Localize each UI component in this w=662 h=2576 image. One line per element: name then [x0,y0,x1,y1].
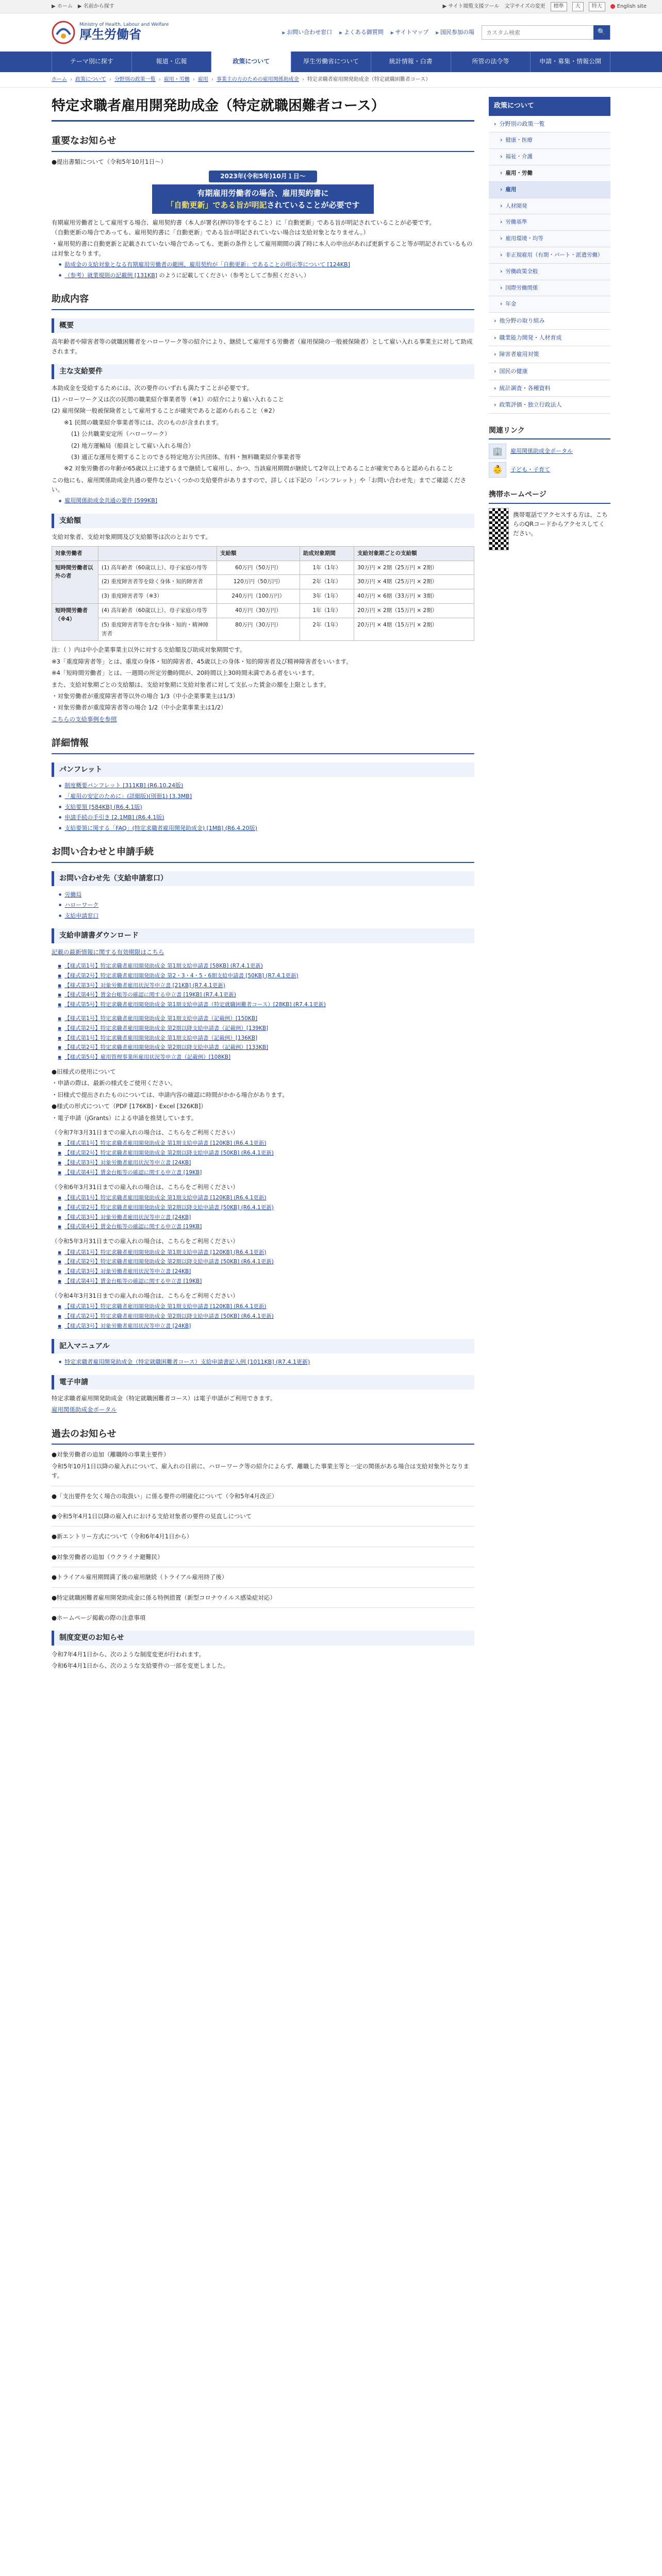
table-cell: (3) 重度障害者等（※3） [98,589,217,604]
utility-bar [0,0,662,13]
site-logo[interactable] [52,21,169,44]
kids-icon: 👶 [489,462,506,478]
download-link[interactable]: ▪ 【様式第3号】対象労働者雇用状況等申立書 [24KB] [58,1267,474,1276]
download-note: ●様式の形式について（PDF [176KB]・Excel [326KB]） [52,1103,207,1110]
contact-heading: お問い合わせと申請手続 [52,842,474,863]
requirement-item: (2) 雇用保険一般被保険者として雇用することが確実であると認められること（※2） [52,407,278,415]
download-link[interactable]: ▪ 【様式第3号】対象労働者雇用状況等申立書 [24KB] [58,1159,474,1167]
table-cell: 40万円 × 6期（33万円 × 3期） [354,589,474,604]
qr-code-icon [489,508,509,550]
esign-heading: 電子申請 [52,1375,474,1389]
breadcrumb-item[interactable]: 雇用 [197,76,208,82]
download-past-group [52,1291,474,1331]
download-link[interactable]: ▪ 【様式第3号】対象労働者雇用状況等申立書 [24KB] [58,1322,474,1331]
sidebar-item[interactable]: › 人材開発 [489,198,610,215]
notice-link-example[interactable]: （参考）就業規則の記載例 [131KB] [64,272,158,279]
requirements-note: この他にも、雇用関係助成金共通の要件などいくつかの支給要件がありますので、詳しくは下記の「パンフレット」や「お問い合わせ先」までご確認ください。 [52,476,467,494]
notice-note: のように記載してください（参考としてご参照ください。） [159,272,310,279]
notice-lead: ●提出書類について（令和5年10月1日〜） [52,158,167,165]
table-cell: 短時間労働者（※4） [52,604,98,641]
past-item: ●令和5年4月1日以降の雇入れにおける支給対象者の要件の見直しについて [52,1513,252,1520]
breadcrumb-item[interactable]: 分野別の政策一覧 [114,76,156,82]
amount-intro: 支給対象者、支給対象期間及び支給額等は次のとおりです。 [52,533,211,541]
requirement-sub-item: ※1 民間の職業紹介事業者等には、次のものが含まれます。 [64,418,223,426]
table-cell: 80万円（30万円） [217,618,300,641]
breadcrumb-item[interactable]: ホーム [52,76,67,82]
font-size-normal-button[interactable]: 標準 [551,2,567,11]
download-link[interactable]: ▪ 【様式第2号】特定求職者雇用開発助成金 第2期以降支給申請書 [50KB] (R6.4.1更新) [58,1149,474,1158]
gnav-theme[interactable]: テーマ別に探す [52,52,131,72]
download-past-group [52,1236,474,1286]
sidebar-nav [489,116,610,414]
sidebar-item[interactable]: › 国際労働関係 [489,280,610,297]
sidebar-item[interactable]: › 職業能力開発・人材育成 [489,330,610,347]
past-item: ●対象労働者の追加（離職時の事業主要件） [52,1451,170,1459]
manual-heading: 記入マニュアル [52,1339,474,1353]
download-notes [52,1067,474,1123]
sidebar [489,97,610,1673]
sidebar-item[interactable]: › 国民の健康 [489,363,610,380]
download-link[interactable]: ▪ 【様式第3号】対象労働者雇用状況等申立書 [24KB] [58,1213,474,1222]
past-item: 令和5年10月1日以降の雇入れについて、雇入れの日前に、ハローワーク等の紹介によらず、離職した事業主等と一定の関係がある場合は支給対象外となります。 [52,1462,469,1480]
table-cell: 1年（1年） [300,604,354,618]
sidebar-item[interactable]: › 雇用・労働 [489,165,610,182]
requirement-sub-item: (3) 適正な運用を期することのできる特定地方公共団体、有料・無料職業紹介事業者等 [71,453,301,461]
download-link[interactable]: ▪ 【様式第3号】対象労働者雇用状況等申立書 [21KB] (R7.4.1更新) [58,981,474,990]
pamphlet-heading: パンフレット [52,762,474,777]
page-title: 特定求職者雇用開発助成金（特定就職困難者コース） [52,97,474,122]
table-header: 助成対象期間 [300,546,354,561]
mhlw-logo-icon [52,21,75,44]
table-note: ・対象労働者が重度障害者等の場合 1/2（中小企業事業主は1/2） [52,704,227,711]
table-header: 支給額 [217,546,300,561]
download-note: ・旧様式で提出されたものについては、申請内容の確認に時間がかかる場合があります。 [52,1091,288,1098]
requirements-intro: 本助成金を受給するためには、次の要件のいずれも満たすことが必要です。 [52,384,253,392]
download-intro-link[interactable]: 記載の最新情報に関する有効期限はこちら [52,948,164,956]
gnav-policy[interactable]: 政策について [211,52,291,72]
table-cell: (5) 重度障害者等を含む身体・知的・精神障害者 [98,618,217,641]
sidebar-item[interactable]: › 分野別の政策一覧 [489,116,610,133]
overview-text: 高年齢者や障害者等の就職困難者をハローワーク等の紹介により、継続して雇用する労働者（雇用保険の一般被保険者）として雇い入れる事業主に対して助成されます。 [52,338,473,355]
related-link-kids[interactable] [489,462,610,478]
past-item: ●「支出要件を欠く場合の取扱い」に係る要件の明確化について（令和5年4月改正） [52,1492,278,1500]
download-group-examples [52,1014,474,1062]
mobile-heading: 携帯ホームページ [489,487,610,503]
download-link[interactable]: ▪ 【様式第5号】雇用管理事業所雇用状況等申立書（記載例）[108KB] [58,1053,474,1062]
download-link[interactable]: ▪ 【様式第2号】特定求職者雇用開発助成金 第2期以降支給申請書 [50KB] (R6.4.1更新) [58,1204,474,1212]
requirement-item: (1) ハローワーク又は次の民間の職業紹介事業者等（※1）の紹介により雇い入れること [52,395,284,403]
global-nav [0,52,662,72]
search-button[interactable]: 🔍 [593,25,610,40]
breadcrumb-item[interactable]: 雇用・労働 [163,76,190,82]
download-link[interactable]: ▪ 【様式第4号】賃金台帳等の確認に関する申立書 [19KB] [58,1168,474,1177]
past-notices [52,1450,474,1622]
download-link[interactable]: ▪ 【様式第1号】特定求職者雇用開発助成金 第1期支給申請書 [120KB] (R6.4.1更新) [58,1139,474,1148]
history-heading: 制度変更のお知らせ [52,1631,474,1645]
table-header: 支給対象期ごとの支給額 [354,546,474,561]
table-header [98,546,217,561]
requirements-heading: 主な支給要件 [52,364,474,379]
download-link[interactable]: ▪ 【様式第4号】賃金台帳等の確認に関する申立書 [19KB] [58,1223,474,1231]
download-past-heading: （令和4年3月31日までの雇入れの場合は、こちらをご利用ください） [52,1292,239,1299]
important-heading: 重要なお知らせ [52,131,474,152]
table-row [52,589,474,604]
sidebar-item[interactable]: › 労働政策全般 [489,264,610,280]
table-note: ※3「重度障害者等」とは、重度の身体・知的障害者、45歳以上の身体・知的障害者及び精神障害者をいいます。 [52,657,352,665]
font-size-large-button[interactable]: 大 [572,2,584,11]
notice-banner [52,171,474,214]
download-link[interactable]: ▪ 【様式第2号】特定求職者雇用開発助成金 第2期以降支給申請書（記載例）[133KB] [58,1043,474,1052]
table-cell: 60万円（50万円） [217,561,300,575]
notice-date: 2023年(令和5年)10月１日〜 [209,171,317,182]
download-past-heading: （令和6年3月31日までの雇入れの場合は、こちらをご利用ください） [52,1183,239,1191]
common-requirements-link[interactable]: 雇用関係助成金共通の要件 [599KB] [64,497,158,504]
globe-icon [610,4,615,9]
table-note: 注：（ ）内は中小企業事業主以外に対する支給額及び助成対象期間です。 [52,646,246,654]
download-link[interactable]: ▪ 【様式第1号】特定求職者雇用開発助成金 第1期支給申請書（記載例）[136KB] [58,1034,474,1043]
gnav-apply[interactable]: 申請・募集・情報公開 [530,52,610,72]
history-item: 令和6年4月1日から、次のような支給要件の一部を変更しました。 [52,1662,229,1670]
sidebar-item[interactable]: › 障害者雇用対策 [489,346,610,363]
past-item: ●対象労働者の追加（ウクライナ避難民） [52,1553,163,1561]
table-notes [52,645,474,724]
breadcrumb-item[interactable]: 政策について [75,76,106,82]
mobile-block [489,508,610,550]
past-item: ●ホームページ掲載の際の注意事項 [52,1614,146,1621]
related-link-portal[interactable] [489,444,610,459]
table-cell: 3年（1年） [300,589,354,604]
subsidy-heading: 助成内容 [52,289,474,310]
download-note: ・申請の際は、最新の様式をご使用ください。 [52,1079,176,1087]
notice-body2: ・雇用契約書に自動更新と記載されていない場合であっても、更新の条件として雇用期間の満了時に本人の申出があれば更新すること等が明記されているものは対象となります。 [52,240,473,257]
table-cell: 20万円 × 4期（15万円 × 2期） [354,618,474,641]
font-size-label: 文字サイズの変更 [504,3,545,9]
sidebar-heading: 政策について [489,97,610,116]
pamphlet-link[interactable]: 支給要領 [584KB] (R6.4.1版) [64,803,142,810]
download-link[interactable]: ▪ 【様式第2号】特定求職者雇用開発助成金 第2期以降支給申請書（記載例）[139KB] [58,1024,474,1033]
contact-link-hellowork[interactable]: ハローワーク [64,902,99,909]
gnav-stats[interactable]: 統計情報・白書 [371,52,451,72]
table-header: 対象労働者 [52,546,98,561]
portal-icon: 🏢 [489,444,506,459]
download-note: ・電子申請（jGrants）による申請を推奨しています。 [52,1114,197,1122]
related-heading: 関連リンク [489,423,610,439]
header-link-faq[interactable]: ▶ よくある御質問 [339,28,384,37]
contact-link-window[interactable]: 支給申請窓口 [64,912,99,919]
requirements-sub [52,418,474,473]
gnav-about[interactable]: 厚生労働省について [291,52,371,72]
content-wrapper [0,88,662,1673]
sidebar-item[interactable]: › 健康・医療 [489,132,610,149]
download-link[interactable]: ▪ 【様式第5号】特定求職者雇用開発助成金 第1期支給申請書（特定就職困難者コース）[28KB] (R7.4.1更新) [58,1001,474,1009]
site-search [482,25,610,40]
main-content [52,97,474,1673]
table-cell: 30万円 × 2期（25万円 × 2期） [354,561,474,575]
pamphlet-link[interactable]: 支給要領に関する「FAQ」(特定求職者雇用開発助成金) [1MB] (R6.4.20版) [64,824,257,832]
pamphlet-link[interactable]: 申請手続の手引き [2.1MB] (R6.4.1版) [64,814,164,821]
table-cell: 2年（1年） [300,575,354,589]
esign-portal-link[interactable]: 雇用関係助成金ポータル [52,1406,117,1414]
table-cell: 30万円 × 4期（25万円 × 2期） [354,575,474,589]
overview-heading: 概要 [52,318,474,333]
table-note: また、支給対象期ごとの支給額は、支給対象期に支給対象者に対して支払った賃金の額を上限とします。 [52,681,330,688]
download-link[interactable]: ▪ 【様式第2号】特定求職者雇用開発助成金 第2期以降支給申請書 [50KB] (R6.4.1更新) [58,1312,474,1321]
sidebar-item[interactable]: › 労働基準 [489,214,610,231]
download-link[interactable]: ▪ 【様式第2号】特定求職者雇用開発助成金 第2期以降支給申請書 [50KB] (R6.4.1更新) [58,1258,474,1266]
download-link[interactable]: ▪ 【様式第1号】特定求職者雇用開発助成金 第1期支給申請書（記載例）[150KB] [58,1014,474,1023]
util-link-3[interactable]: ▶ サイト閲覧支援ツール [442,3,500,9]
gnav-laws[interactable]: 所管の法令等 [451,52,531,72]
table-cell: 1年（1年） [300,561,354,575]
table-row [52,561,474,575]
font-size-xlarge-button[interactable]: 特大 [589,2,605,11]
table-cell: (4) 高年齢者（60歳以上）、母子家庭の母等 [98,604,217,618]
table-note: ・対象労働者が重度障害者等以外の場合 1/3（中小企業事業主は1/3） [52,692,239,700]
download-past-heading: （令和5年3月31日までの雇入れの場合は、こちらをご利用ください） [52,1238,239,1245]
download-link[interactable]: ▪ 【様式第1号】特定求職者雇用開発助成金 第1期支給申請書 [58KB] (R7.4.1更新) [58,962,474,971]
table-note: ※4「短時間労働者」とは、一週間の所定労働時間が、20時間以上30時間未満である者をいいます。 [52,669,318,677]
gnav-press[interactable]: 報道・広報 [131,52,211,72]
breadcrumb-current: 特定求職者雇用開発助成金（特定就職困難者コース） [307,76,431,82]
mobile-text: 携帯電話でアクセスする方は、こちらのQRコードからアクセスしてください。 [513,511,608,537]
past-item: ●新エントリー方式について（令和6年4月1日から） [52,1533,193,1540]
notice-links [52,260,474,280]
table-row [52,575,474,589]
notice-body: 有期雇用労働者として雇用する場合、雇用契約書（本人が署名(押印)等をすること）に「自動更新」である旨が明記されていることが必要です。 （自動更新の場合であっても、雇用契約書に「自動更新」である旨が明記されていない場合は支給対象となりません。） [52,219,436,236]
notice-line2 [157,199,369,211]
sidebar-item[interactable]: › 他分野の取り組み [489,313,610,330]
download-past-group [52,1128,474,1177]
pamphlet-list [52,781,474,833]
case-example-link[interactable]: こちらの支給事例を参照 [52,715,117,723]
table-cell: 240万円（100万円） [217,589,300,604]
header-link-contact[interactable]: ▶ お問い合わせ窓口 [282,28,332,37]
pamphlet-link[interactable]: 「雇用の安定のために」(詳細版)(別冊1) [3.3MB] [64,792,192,800]
download-note: ●旧様式の使用について [52,1068,116,1076]
notice-link-range[interactable]: 助成金の支給対象となる有期雇用労働者の範囲、雇用契約が「自動更新」であることの明示等について [124KB] [64,261,350,268]
past-item: ●トライアル雇用期間満了後の雇用継続（トライアル雇用終了後） [52,1573,228,1581]
download-link[interactable]: ▪ 【様式第1号】特定求職者雇用開発助成金 第1期支給申請書 [120KB] (R6.4.1更新) [58,1302,474,1311]
pamphlet-link[interactable]: 制度概要パンフレット [311KB] (R6.10.24版) [64,782,184,789]
detail-heading: 詳細情報 [52,733,474,754]
download-link[interactable]: ▪ 【様式第1号】特定求職者雇用開発助成金 第1期支給申請書 [120KB] (R6.4.1更新) [58,1248,474,1257]
table-cell: 40万円（30万円） [217,604,300,618]
manual-link[interactable]: 特定求職者雇用開発助成金（特定就職困難者コース）支給申請書記入例 [1011KB] (R7.4.1更新) [64,1358,310,1365]
contact-list [52,890,474,921]
download-past-heading: （令和7年3月31日までの雇入れの場合は、こちらをご利用ください） [52,1129,239,1136]
sidebar-item[interactable]: › 年金 [489,296,610,313]
site-header [0,13,662,52]
related-link-label: 雇用関係助成金ポータル [510,448,573,455]
download-link[interactable]: ▪ 【様式第4号】賃金台帳等の確認に関する申立書 [19KB] (R7.4.1更新) [58,991,474,999]
table-cell: 120万円（50万円） [217,575,300,589]
download-past-group [52,1182,474,1232]
header-links [282,28,474,37]
download-link[interactable]: ▪ 【様式第1号】特定求職者雇用開発助成金 第1期支給申請書 [120KB] (R6.4.1更新) [58,1194,474,1202]
download-link[interactable]: ▪ 【様式第4号】賃金台帳等の確認に関する申立書 [19KB] [58,1277,474,1286]
breadcrumb: ホーム › 政策について › 分野別の政策一覧 › 雇用・労働 › 雇用 › 事業主の方のための雇用関係助成金 › 特定求職者雇用開発助成金（特定就職困難者コース） [0,72,662,88]
breadcrumb-item[interactable]: 事業主の方のための雇用関係助成金 [216,76,299,82]
logo-subtitle: Ministry of Health, Labour and Welfare [79,22,169,28]
sidebar-item[interactable]: › 政策評価・独立行政法人 [489,397,610,414]
table-row [52,618,474,641]
history-item: 令和7年4月1日から、次のような制度変更が行われます。 [52,1650,205,1658]
table-cell: (2) 重度障害者等を除く身体・知的障害者 [98,575,217,589]
sidebar-item-active[interactable]: › 雇用 [489,182,610,198]
header-link-sitemap[interactable]: ▶ サイトマップ [391,28,429,37]
table-row [52,604,474,618]
util-link-2[interactable]: ▶ 名前から探す [77,3,114,9]
notice-box [152,184,374,214]
contact-link-labour-bureau[interactable]: 労働局 [64,891,82,898]
logo-name: 厚生労働省 [79,27,141,42]
table-cell: 短時間労働者以外の者 [52,561,98,603]
sidebar-item[interactable]: › 雇用環境・均等 [489,231,610,247]
requirement-sub-item: (1) 公共職業安定所（ハローワーク） [71,430,171,438]
related-link-label: 子ども・子育て [510,466,550,473]
download-heading: 支給申請書ダウンロード [52,928,474,943]
english-site-label: English site [617,3,647,9]
table-cell: 2年（1年） [300,618,354,641]
sidebar-item[interactable]: › 統計調査・各種資料 [489,380,610,397]
english-site-link[interactable] [610,3,647,11]
table-cell: (1) 高年齢者（60歳以上）、母子家庭の母等 [98,561,217,575]
notice-highlight: 「自動更新」である旨が明記 [166,200,267,210]
amount-heading: 支給額 [52,514,474,528]
notice-line2-rest: されていることが必要です [267,200,360,210]
download-link[interactable]: ▪ 【様式第2号】特定求職者雇用開発助成金 第2・3・4・5・6期支給申請書 [50KB] (R7.4.1更新) [58,972,474,980]
past-item: ●特定就職困難者雇用開発助成金に係る特例措置（新型コロナウイルス感染症対応） [52,1594,276,1601]
table-cell: 20万円 × 2期（15万円 × 2期） [354,604,474,618]
amount-table [52,546,474,641]
esign-text: 特定求職者雇用開発助成金（特定就職困難者コース）は電子申請がご利用できます。 [52,1394,276,1402]
requirement-sub-item: ※2 対象労働者の年齢が65歳以上に達するまで継続して雇用し、かつ、当該雇用期間が継続して2年以上であることが確実であると認められること [64,465,454,472]
search-input[interactable] [482,26,593,39]
requirement-sub-item: (2) 地方運輸局（船員として雇い入れる場合） [71,442,194,449]
contact-subheading: お問い合わせ先（支給申請窓口） [52,871,474,886]
past-heading: 過去のお知らせ [52,1424,474,1445]
download-group-current [52,962,474,1009]
util-link-1[interactable]: ▶ ホーム [52,3,73,9]
sidebar-item[interactable]: › 福祉・介護 [489,149,610,165]
header-link-participation[interactable]: ▶ 国民参加の場 [436,28,474,37]
notice-line1: 有期雇用労働者の場合、雇用契約書に [197,189,329,198]
sidebar-item[interactable]: › 非正規雇用（有期・パート・派遣労働） [489,247,610,264]
